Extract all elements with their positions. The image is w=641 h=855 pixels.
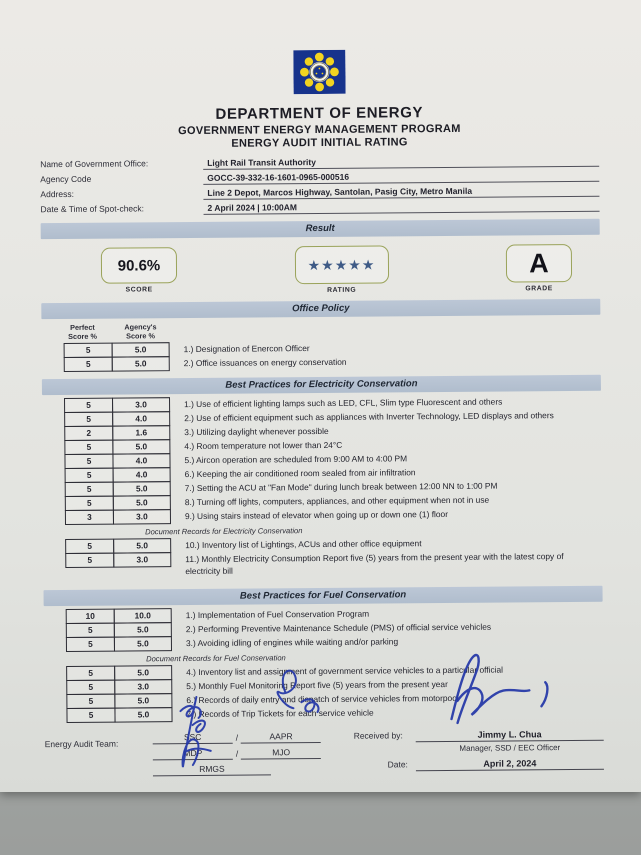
item-text: 4.) Room temperature not lower than 24°C — [184, 440, 343, 452]
agency-score-cell: 10.0 — [114, 608, 172, 623]
agency-score-cell: 5.0 — [114, 693, 172, 708]
fuel-table — [66, 605, 603, 652]
rating-label: RATING — [327, 286, 357, 294]
team-signature-lines — [153, 731, 328, 780]
field-label: Agency Code — [40, 173, 92, 185]
item-text: 4.) Inventory list and assignment of government service vehicles to a particular official — [186, 664, 504, 677]
item-text: 9.) Using stairs instead of elevator when going up or down one (1) floor — [184, 509, 449, 522]
agency-score-cell: 3.0 — [113, 552, 171, 567]
field-label: Address: — [40, 188, 74, 200]
item-text: 1.) Implementation of Fuel Conservation Program — [185, 608, 370, 620]
received-by-name: Jimmy L. Chua — [416, 729, 604, 742]
item-text: 1.) Use of efficient lighting lamps such as LED, CFL, Slim type Fluorescent and others — [184, 396, 503, 410]
agency-score-cell: 5.0 — [114, 622, 172, 637]
form-title: ENERGY AUDIT INITIAL RATING — [231, 136, 408, 150]
field-value: 2 April 2024 | 10:00AM — [203, 200, 599, 215]
field-office-name — [40, 155, 599, 171]
field-label: Name of Government Office: — [40, 158, 149, 170]
perfect-score-cell: 5 — [66, 623, 115, 638]
date-value: April 2, 2024 — [416, 758, 604, 771]
section-bar-fuel: Best Practices for Fuel Conservation — [44, 586, 603, 606]
item-text: 11.) Monthly Electricity Consumption Report five (5) years from the present year with the latest copy of electricity bill — [185, 551, 564, 576]
team-line — [153, 731, 328, 744]
perfect-score-cell: 5 — [64, 357, 113, 372]
field-value: Line 2 Depot, Marcos Highway, Santolan, Pasig City, Metro Manila — [203, 185, 599, 200]
perfect-score-cell: 2 — [64, 426, 113, 441]
perfect-score-cell: 10 — [66, 609, 115, 624]
electricity-doc-records-subheader: Document Records for Electricity Conservation — [145, 526, 303, 537]
perfect-score-header: Perfect Score % — [68, 322, 97, 342]
agency-score-cell: 5.0 — [113, 495, 171, 510]
department-title: DEPARTMENT OF ENERGY — [215, 104, 424, 123]
agency-score-cell: 5.0 — [113, 538, 171, 553]
perfect-score-cell: 5 — [66, 708, 115, 723]
received-by-title: Manager, SSD / EEC Officer — [459, 743, 561, 753]
field-label: Date & Time of Spot-check: — [40, 203, 145, 215]
energy-audit-team-label: Energy Audit Team: — [44, 738, 119, 750]
item-text: 3.) Avoiding idling of engines while waiting and/or parking — [185, 636, 399, 648]
info-fields — [40, 155, 599, 216]
signature-footer — [45, 729, 604, 781]
field-value: Light Rail Transit Authority — [203, 155, 599, 170]
item-text: 10.) Inventory list of Lightings, ACUs and other office equipment — [185, 538, 422, 551]
item-text: 3.) Utilizing daylight whenever possible — [184, 426, 329, 438]
received-by-row — [354, 729, 604, 743]
grade-box: A — [506, 244, 572, 283]
agency-score-cell: 5.0 — [112, 342, 170, 357]
score-box: 90.6% — [101, 247, 177, 284]
result-boxes — [41, 235, 600, 296]
perfect-score-cell: 3 — [65, 510, 114, 525]
score-column-headers — [57, 319, 600, 341]
perfect-score-cell: 5 — [65, 539, 114, 554]
perfect-score-cell: 5 — [66, 694, 115, 709]
program-title: GOVERNMENT ENERGY MANAGEMENT PROGRAM — [178, 122, 461, 138]
score-box-wrap — [101, 247, 177, 296]
perfect-score-cell: 5 — [65, 468, 114, 483]
perfect-score-cell: 5 — [64, 454, 113, 469]
agency-score-cell: 5.0 — [114, 636, 172, 651]
agency-score-cell: 4.0 — [112, 453, 170, 468]
item-text: 5.) Monthly Fuel Monitoring Report five (5) years from the present year — [186, 678, 448, 691]
table-row — [66, 633, 603, 652]
item-text: 6.) Keeping the air conditioned room sealed from air infiltration — [184, 467, 416, 480]
table-row — [65, 549, 602, 578]
agency-score-cell: 1.6 — [112, 425, 170, 440]
perfect-score-cell: 5 — [65, 482, 114, 497]
separator: / — [235, 748, 239, 759]
item-text: 7.) Records of Trip Tickets for each service vehicle — [186, 707, 374, 719]
item-text: 7.) Setting the ACU at "Fan Mode" during lunch break between 12:00 NN to 1:00 PM — [184, 480, 498, 494]
item-text: 2.) Performing Preventive Maintenance Schedule (PMS) of official service vehicles — [185, 621, 492, 634]
item-text: 2.) Office issuances on energy conservation — [183, 357, 347, 369]
team-initials: AAPR — [241, 731, 321, 744]
date-label: Date: — [387, 759, 408, 770]
score-label: SCORE — [125, 286, 153, 294]
team-line — [153, 763, 328, 776]
separator: / — [235, 732, 239, 743]
fuel-doc-table — [66, 662, 603, 723]
team-initials: RMGS — [153, 763, 271, 776]
agency-score-cell: 3.0 — [112, 397, 170, 412]
perfect-score-cell: 5 — [66, 637, 115, 652]
agency-score-cell: 4.0 — [112, 411, 170, 426]
item-text: 1.) Designation of Enercon Officer — [183, 343, 310, 355]
grade-box-wrap — [506, 244, 572, 293]
doe-logo — [39, 48, 598, 101]
section-bar-office-policy: Office Policy — [41, 299, 600, 319]
star-rating-icon: ★★★★★ — [307, 256, 376, 274]
table-row — [65, 506, 602, 525]
date-row — [354, 758, 604, 772]
field-address — [40, 185, 599, 201]
team-initials: MJO — [241, 747, 321, 760]
received-by-block — [328, 729, 604, 779]
section-bar-result: Result — [41, 219, 600, 239]
agency-score-cell: 3.0 — [113, 509, 171, 524]
item-text: 2.) Use of efficient equipment such as appliances with Inverter Technology, LED displays and others — [184, 410, 554, 424]
doe-seal-icon — [293, 50, 345, 94]
perfect-score-cell: 5 — [64, 398, 113, 413]
fuel-doc-records-subheader: Document Records for Fuel Conservation — [146, 653, 286, 664]
agency-score-cell: 5.0 — [112, 356, 170, 371]
field-value: GOCC-39-332-16-1601-0965-000516 — [203, 170, 599, 185]
perfect-score-cell: 5 — [65, 553, 114, 568]
team-initials: SSC — [153, 732, 233, 745]
agency-score-cell: 3.0 — [114, 679, 172, 694]
grade-label: GRADE — [525, 285, 553, 293]
table-row — [64, 353, 601, 372]
perfect-score-cell: 5 — [66, 666, 115, 681]
team-line — [153, 747, 328, 760]
section-bar-electricity: Best Practices for Electricity Conservation — [42, 375, 601, 395]
office-policy-table — [64, 339, 601, 372]
received-by-label: Received by: — [353, 730, 403, 741]
rating-box-wrap — [294, 245, 388, 294]
agency-score-header: Agency's Score % — [124, 322, 157, 341]
item-text: 5.) Aircon operation are scheduled from 9:00 AM to 4:00 PM — [184, 453, 408, 466]
table-row — [66, 704, 603, 723]
field-spotcheck-datetime — [40, 200, 599, 216]
team-initials: MDP — [153, 748, 233, 761]
agency-score-cell: 5.0 — [112, 439, 170, 454]
electricity-table — [64, 394, 602, 525]
rating-box — [294, 245, 388, 284]
electricity-doc-table — [65, 535, 602, 578]
agency-score-cell: 5.0 — [114, 707, 172, 722]
field-agency-code — [40, 170, 599, 186]
agency-score-cell: 5.0 — [114, 665, 172, 680]
perfect-score-cell: 5 — [65, 496, 114, 511]
agency-score-cell: 5.0 — [113, 481, 171, 496]
perfect-score-cell: 5 — [66, 680, 115, 695]
item-text: 8.) Turning off lights, computers, appliances, and other equipment when not in use — [184, 494, 490, 508]
perfect-score-cell: 5 — [64, 412, 113, 427]
perfect-score-cell: 5 — [64, 440, 113, 455]
agency-score-cell: 4.0 — [113, 467, 171, 482]
perfect-score-cell: 5 — [64, 343, 113, 358]
item-text: 6.) Records of daily entry and dispatch of service vehicles from motorpool — [186, 692, 459, 705]
